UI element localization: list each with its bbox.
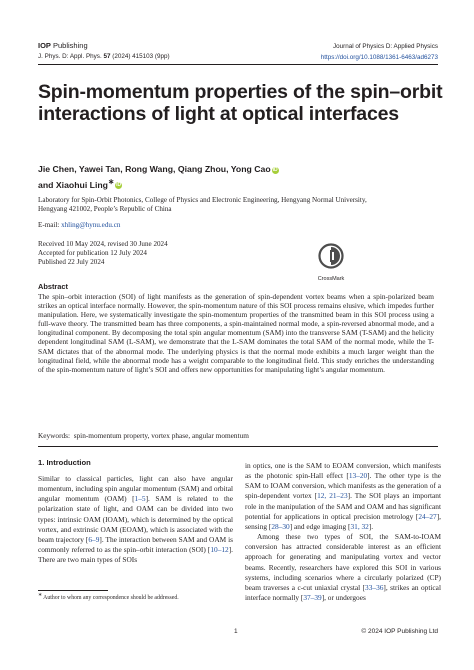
- text-run: Among these two types of SOI, the SAM-to-IOAM conversion has attracted considerable interest as an efficient approach for generating and manipulating vortex and vector beams. Recently, researchers have explored this SOI in various systems, including scenarios where a circularly polarized (CP) beam traverses a c-cut uniaxial crystal [: [245, 532, 441, 592]
- author-list: [38, 164, 458, 191]
- text-run: ]. The other type is the SAM to IOAM conversion, which manifests as the generation of a spin-dependent vortex [: [245, 471, 441, 501]
- affiliation: Laboratory for Spin-Orbit Photonics, College of Physics and Electronic Engineering, Hengyang Normal University, Hengyang 421002, People’s Republic of China: [38, 196, 367, 214]
- article-dates: [38, 240, 168, 268]
- text-run: Similar to classical particles, light can also have angular momentum, including spin angular momentum (SAM) and orbital angular momentum (OAM) [: [38, 474, 233, 504]
- corresponding-mark: ∗: [107, 176, 115, 186]
- citation-link[interactable]: 33–36: [365, 582, 384, 592]
- text-run: in optics, one is the SAM to EOAM conversion, which manifests as the photonic spin-Hall effect [: [245, 461, 441, 481]
- keywords-label: Keywords:: [38, 431, 71, 440]
- citation-link[interactable]: 24–27: [418, 511, 437, 521]
- header-right: [321, 41, 438, 63]
- email-link[interactable]: xhling@hynu.edu.cn: [61, 221, 121, 229]
- citation-link[interactable]: 13–20: [348, 471, 368, 481]
- citation-prefix: J. Phys. D: Appl. Phys.: [38, 53, 104, 60]
- text-run: ], or undergoes: [321, 593, 366, 603]
- published-date: Published 22 July 2024: [38, 258, 105, 267]
- orcid-icon[interactable]: iD: [272, 167, 278, 173]
- text-run: ], strikes an optical interface normally [: [245, 582, 441, 603]
- citation-rest: (2024) 415103 (9pp): [110, 53, 170, 60]
- footnote: [38, 593, 179, 601]
- footnote-mark: ∗: [38, 593, 43, 598]
- citation-volume: 57: [103, 53, 111, 60]
- abstract-rule: [38, 446, 438, 447]
- text-run: ], sensing [: [245, 511, 441, 531]
- publisher-rest: Publishing: [50, 41, 88, 50]
- crossmark-label: CrossMark: [317, 276, 345, 282]
- text-run: ].: [368, 521, 374, 531]
- corresponding-author: Xiaohui Ling: [55, 179, 108, 190]
- publisher-bold: IOP: [38, 41, 51, 50]
- intro-paragraph-2: [245, 532, 441, 603]
- header-rule: [38, 64, 438, 65]
- journal-name: Journal of Physics D: Applied Physics: [333, 43, 438, 50]
- doi-link[interactable]: https://doi.org/10.1088/1361-6463/ad6273: [320, 54, 438, 61]
- article-title: Spin-momentum properties of the spin–orbit interactions of light at optical interfaces: [38, 81, 443, 125]
- citation-link[interactable]: 37–39: [303, 593, 322, 603]
- accepted-date: Accepted for publication 12 July 2024: [38, 249, 147, 258]
- keywords-text: spin-momentum property, vortex phase, angular momentum: [73, 431, 249, 440]
- email-line: [38, 221, 120, 229]
- orcid-icon[interactable]: iD: [116, 182, 122, 189]
- citation-link[interactable]: 31, 32: [350, 521, 369, 531]
- citation-line: [38, 53, 170, 60]
- text-run: ]. SAM is related to the polarization state of light, and OAM can be divided into two types: intrinsic OAM (IOAM), which is determined by the optical vortex, and extrinsic OAM (EOAM), which is associated with the beam trajectory [: [38, 494, 233, 544]
- citation-link[interactable]: 10–12: [210, 545, 229, 555]
- received-date: Received 10 May 2024, revised 30 June 2024: [38, 240, 168, 248]
- page-number: 1: [234, 628, 238, 635]
- citation-link[interactable]: 12, 21–23: [317, 491, 348, 501]
- copyright: © 2024 IOP Publishing Ltd: [361, 628, 438, 635]
- keywords-line: [38, 431, 434, 440]
- citation-link[interactable]: 1–5: [134, 494, 146, 504]
- intro-paragraph-1: [38, 474, 233, 565]
- footnote-text: Author to whom any correspondence should be addressed.: [42, 594, 179, 601]
- abstract-text: The spin–orbit interaction (SOI) of light manifests as the generation of spin-dependent vortex beams when a spin-polarized beam strikes an optical interface normally. However, the spin-momentum nature of this SOI process remains elusive, which impedes further manipulation. Here, we systematically investigate the spin-momentum properties of the transmitted beam in this SOI process using a full-wave theory. The transmitted beam has three components, a spin-maintained normal mode, a spin-reversed abnormal mode, and a longitudinal component. By decomposing the total spin angular momentum (SAM) into the transverse SAM (T-SAM) and the helicity dependent longitudinal SAM (L-SAM), we demonstrate that the L-SAM dominates the total SAM of the normal mode, while the T-SAM dictates that of the abnormal mode. The underlying physics is that the normal mode exhibits a much larger weight than the longitudinal field, while the abnormal mode has a weight comparable to the longitudinal field. This study enriches the understanding of the spin-momentum nature of light’s SOI and offers new opportunities for manipulating light’s angular momentum.: [38, 292, 434, 374]
- abstract-heading: Abstract: [38, 282, 68, 291]
- authors-line-2-pre: and: [38, 179, 56, 190]
- left-column: [38, 474, 233, 565]
- right-column: [245, 461, 441, 603]
- crossmark-badge[interactable]: [313, 243, 349, 282]
- publisher-logo: [38, 41, 88, 50]
- footnote-rule: [38, 590, 108, 591]
- citation-link[interactable]: 6–9: [88, 534, 100, 544]
- text-run: ]. There are two main types of SOIs: [38, 545, 233, 565]
- authors-line-1: Jie Chen, Yawei Tan, Rong Wang, Qiang Zhou, Yong Cao: [38, 164, 271, 174]
- citation-link[interactable]: 28–30: [271, 521, 290, 531]
- intro-paragraph-1-cont: [245, 461, 441, 532]
- text-run: ] and edge imaging [: [289, 521, 351, 531]
- email-label: E-mail:: [38, 221, 62, 229]
- text-run: ]. The interaction between SAM and OAM is commonly referred to as the spin–orbit interaction (SOI) [: [38, 534, 233, 555]
- crossmark-icon: [318, 243, 344, 271]
- section-heading: 1. Introduction: [38, 458, 91, 467]
- text-run: ]. The SOI plays an important role in the manipulation of the SAM and OAM and has significant potential for applications in optical precision metrology [: [245, 491, 442, 521]
